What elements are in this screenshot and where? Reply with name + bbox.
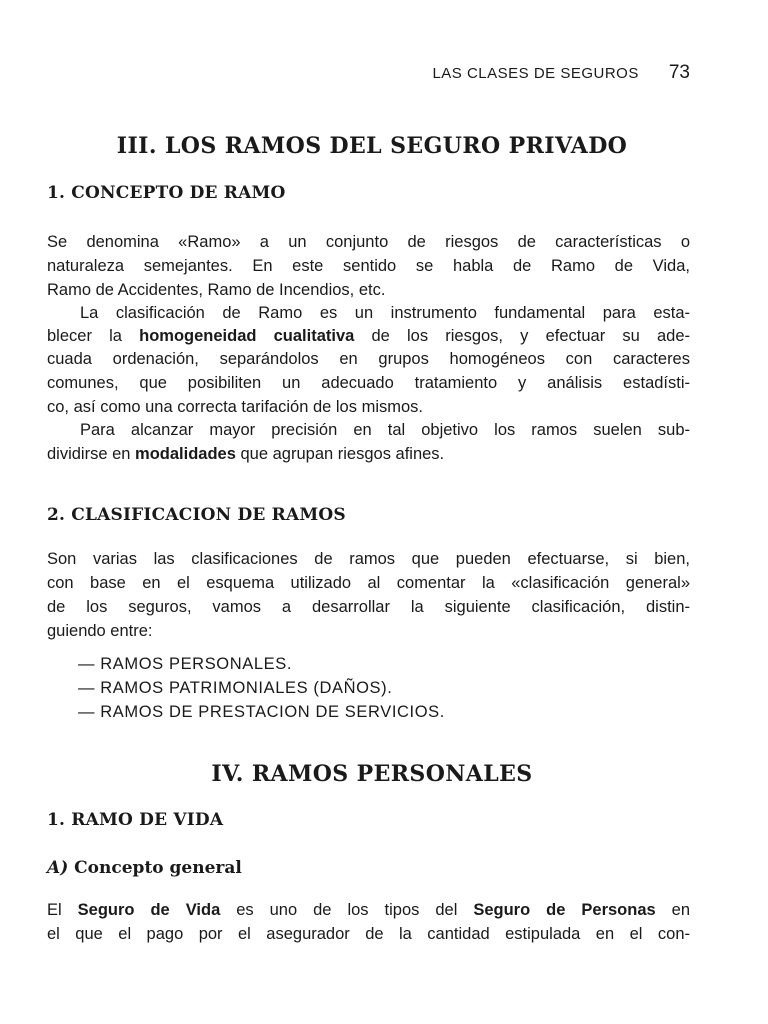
page-number: 73 <box>668 62 690 83</box>
paragraph-line: Ramo de Accidentes, Ramo de Incendios, etc. <box>47 281 386 299</box>
paragraph-line: el que el pago por el asegurador de la cantidad estipulada en el con- <box>47 925 690 943</box>
paragraph-line: cuada ordenación, separándolos en grupos homogéneos con caracteres <box>47 350 690 368</box>
line-text: dividirse en <box>47 445 136 463</box>
paragraph-line: naturaleza semejantes. En este sentido se habla de Ramo de Vida, <box>47 257 690 275</box>
line-text: El <box>47 901 78 919</box>
part-iii-title: III. LOS RAMOS DEL SEGURO PRIVADO <box>116 133 628 159</box>
bold-term: Seguro de Personas <box>473 901 656 919</box>
bold-term: modalidades <box>135 445 236 463</box>
paragraph-line <box>47 442 690 466</box>
paragraph-line: Son varias las clasificaciones de ramos que pueden efectuarse, si bien, <box>47 550 690 568</box>
line-text: es uno de los tipos del <box>220 901 474 919</box>
line-text: de los riesgos, y efectuar su ade- <box>354 327 690 345</box>
subsection-letter: A) <box>47 858 69 878</box>
line-text: en <box>655 901 690 919</box>
line-text: que agrupan riesgos afines. <box>235 445 445 463</box>
running-header <box>380 62 690 84</box>
list-item-servicios: — RAMOS DE PRESTACION DE SERVICIOS. <box>78 703 445 721</box>
paragraph-line: comunes, que posibiliten un adecuado tratamiento y análisis estadísti- <box>47 374 690 392</box>
bold-term: Seguro de Vida <box>77 901 221 919</box>
list-item-personales: — RAMOS PERSONALES. <box>78 655 293 673</box>
section-heading-ramo-vida: 1. RAMO DE VIDA <box>47 810 224 830</box>
paragraph-line: Se denomina «Ramo» a un conjunto de riesgos de características o <box>47 233 690 251</box>
paragraph-line: guiendo entre: <box>47 622 153 640</box>
section-heading-concepto: 1. CONCEPTO DE RAMO <box>47 183 286 203</box>
line-text: blecer la <box>47 327 140 345</box>
paragraph-line: co, así como una correcta tarifación de los mismos. <box>47 398 423 416</box>
running-title: LAS CLASES DE SEGUROS <box>432 65 639 82</box>
part-iv-title: IV. RAMOS PERSONALES <box>211 761 533 787</box>
subsection-heading <box>47 858 242 878</box>
paragraph-line <box>47 898 690 922</box>
paragraph-line <box>47 324 690 348</box>
subsection-title: Concepto general <box>74 858 242 878</box>
bold-term: homogeneidad cualitativa <box>139 327 355 345</box>
paragraph-line: Para alcanzar mayor precisión en tal objetivo los ramos suelen sub- <box>80 421 690 439</box>
paragraph-line: La clasificación de Ramo es un instrumento fundamental para esta- <box>80 304 690 322</box>
paragraph-line: con base en el esquema utilizado al comentar la «clasificación general» <box>47 574 690 592</box>
list-item-patrimoniales: — RAMOS PATRIMONIALES (DAÑOS). <box>78 679 393 697</box>
paragraph-line: de los seguros, vamos a desarrollar la siguiente clasificación, distin- <box>47 598 690 616</box>
section-heading-clasificacion: 2. CLASIFICACION DE RAMOS <box>47 505 346 525</box>
